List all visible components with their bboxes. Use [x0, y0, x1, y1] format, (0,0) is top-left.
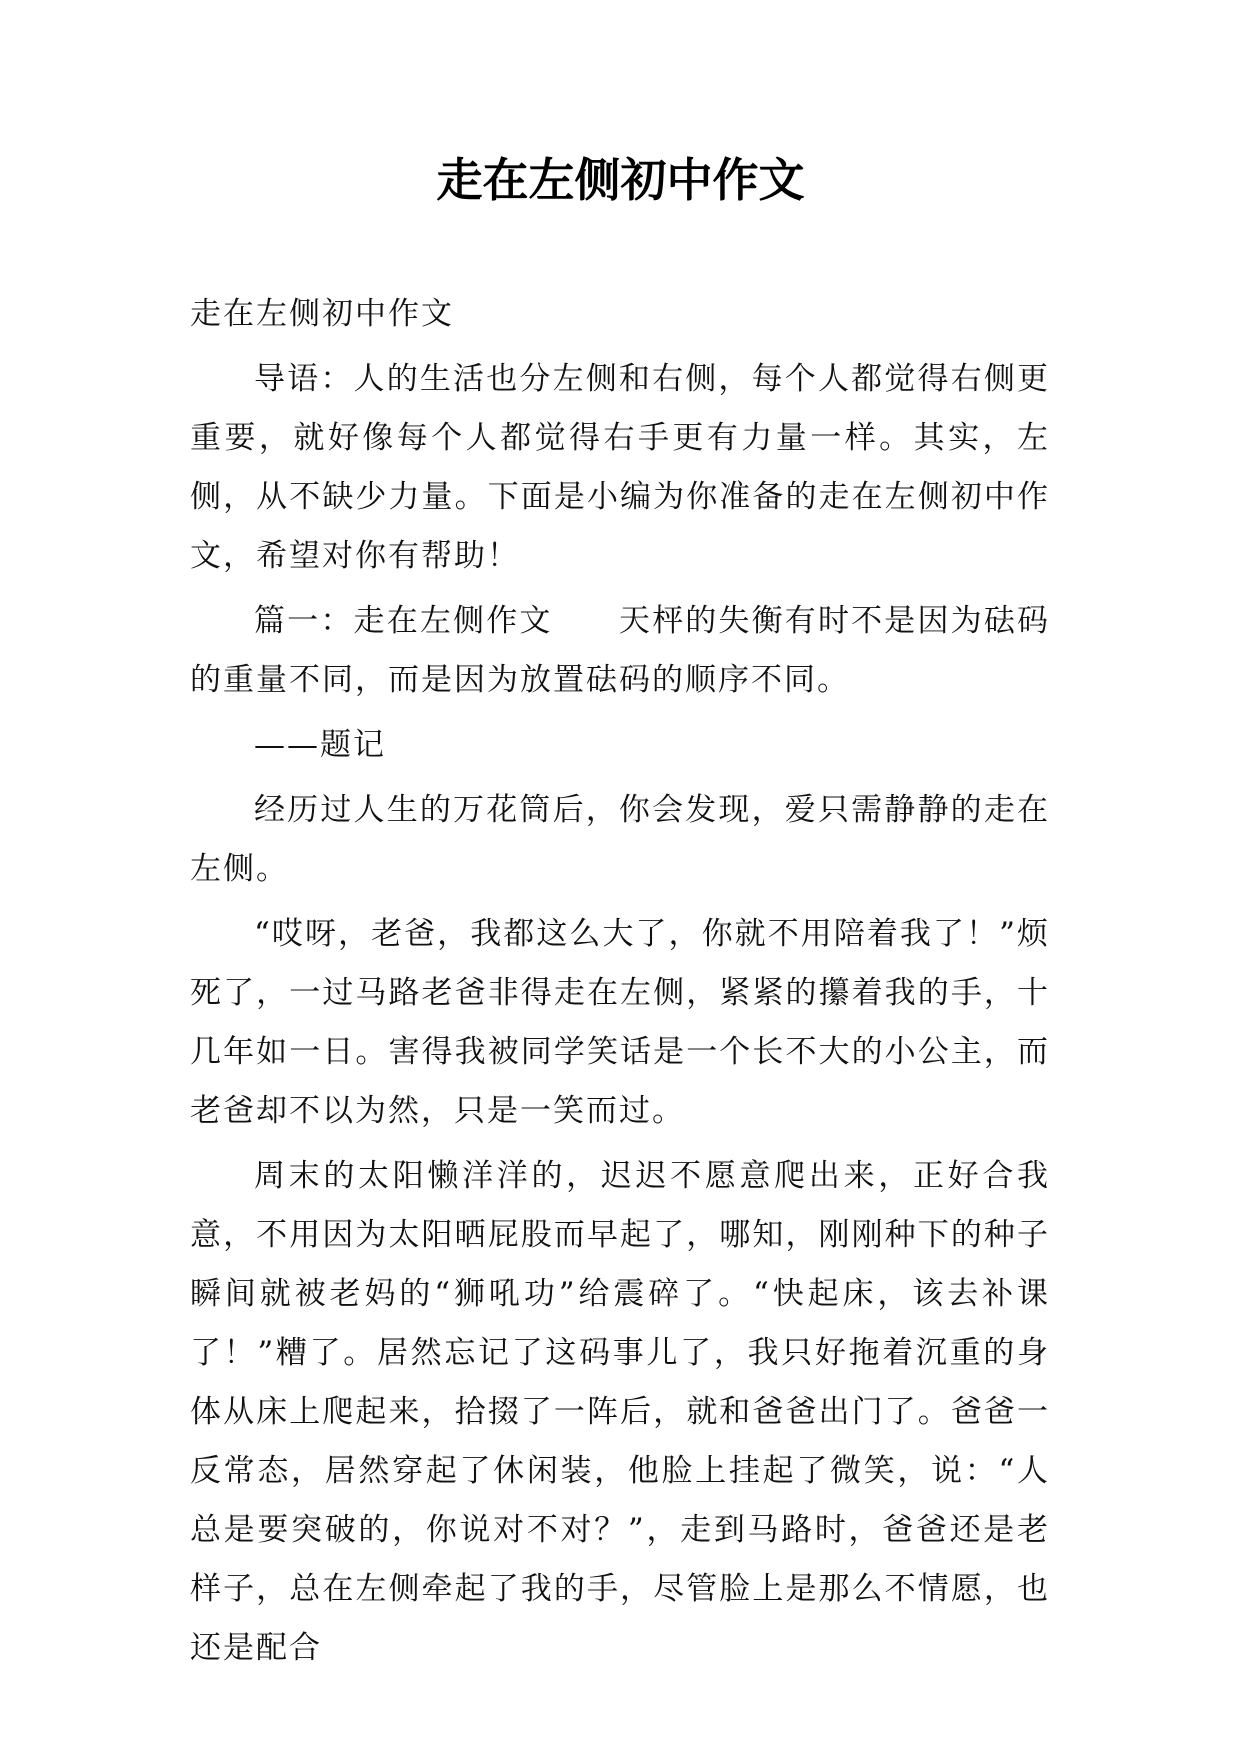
body-paragraph: 经历过人生的万花筒后，你会发现，爱只需静静的走在左侧。 [190, 792, 1050, 887]
chapter-one-paragraph: 篇一：走在左侧作文 天枰的失衡有时不是因为砝码的重量不同，而是因为放置砝码的顺序不同。 [190, 603, 1050, 698]
document-body [190, 285, 1050, 1684]
essay-subtitle: 走在左侧初中作文 [190, 296, 454, 332]
epigraph-note: ——题记 [254, 727, 386, 763]
body-paragraph: 周末的太阳懒洋洋的，迟迟不愿意爬出来，正好合我意，不用因为太阳晒屁股而早起了，哪知，刚刚种下的种子瞬间就被老妈的“狮吼功”给震碎了。“快起床，该去补课了！”糟了。居然忘记了这码事儿了，我只好拖着沉重的身体从床上爬起来，拾掇了一阵后，就和爸爸出门了。爸爸一反常态，居然穿起了休闲装，他脸上挂起了微笑，说：“人总是要突破的，你说对不对？”，走到马路时，爸爸还是老样子，总在左侧牵起了我的手，尽管脸上是那么不情愿，也还是配合 [190, 1158, 1050, 1666]
document-title: 走在左侧初中作文 [436, 153, 805, 207]
body-paragraph: “哎呀，老爸，我都这么大了，你就不用陪着我了！”烦死了，一过马路老爸非得走在左侧，紧紧的攥着我的手，十几年如一日。害得我被同学笑话是一个长不大的小公主，而老爸却不以为然，只是一笑而过。 [190, 916, 1050, 1129]
intro-paragraph: 导语：人的生活也分左侧和右侧，每个人都觉得右侧更重要，就好像每个人都觉得右手更有力量一样。其实，左侧，从不缺少力量。下面是小编为你准备的走在左侧初中作文，希望对你有帮助！ [190, 361, 1050, 574]
